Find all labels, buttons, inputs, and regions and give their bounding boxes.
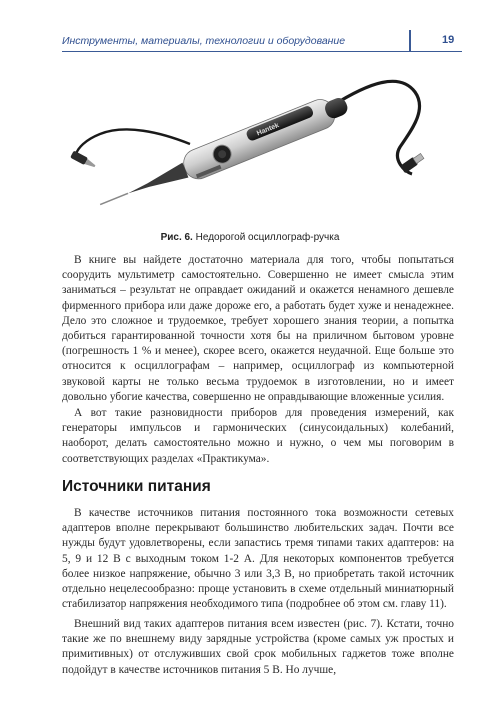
paragraph-2	[62, 406, 454, 467]
paragraph-text: В книге вы найдете достаточно материала для того, чтобы попытаться соорудить мультиметр самостоятельно. Совершенно не имеет смысла этим заниматься – результат не оправдает ожиданий и окажется ненамного дешевле фирменного прибора или даже дороже его, а работать будет хуже и ненадежнее. Дело это сложное и трудоемкое, требует хорошего знания теории, а попытка добиться гарантированной точности хотя бы на приличном бытовом уровне (погрешность 1 % и менее), скорее всего, окажется неудачной. Еще больше это относится к осциллографам – например, осциллограф из компьютерной звуковой карты не только весьма трудоемок в изготовлении, но и имеет довольно убогие качества, совершенно не оправдывающие вложенные усилия.	[62, 254, 454, 403]
paragraph-3	[62, 506, 454, 612]
figure-caption	[0, 232, 500, 243]
paragraph-4	[62, 617, 454, 678]
paragraph-text: А вот такие разновидности приборов для проведения измерений, как генераторы импульсов и гармонических (синусоидальных) колебаний, наоборот, делать самостоятельно можно и нужно, о чем мы поговорим в соответствующих разделах «Практикума».	[62, 407, 454, 465]
oscilloscope-pen-image	[70, 62, 450, 222]
device-brand-label: Hantek	[255, 122, 281, 138]
running-header-title: Инструменты, материалы, технологии и оборудование	[62, 35, 346, 47]
figure-caption-text: Недорогой осциллограф-ручка	[195, 232, 340, 243]
figure-oscilloscope-pen	[70, 62, 450, 222]
paragraph-1	[62, 253, 454, 405]
paragraph-text: В качестве источников питания постоянного тока возможности сетевых адаптеров вполне перекрывают большинство любительских задач. Почти все нужды будут удовлетворены, если запастись тремя типами таких адаптеров: на 5, 9 и 12 В с выходным током 1-2 А. Для некоторых компонентов требуется более низкое напряжение, обычно 3 или 3,3 В, но приобретать такой источник отдельно нецелесообразно: проще установить в схеме отдельный миниатюрный стабилизатор напряжения необходимого типа (подробнее об этом см. главу 11).	[62, 507, 454, 611]
header-rule	[62, 51, 462, 52]
running-header	[62, 30, 462, 52]
header-divider	[409, 30, 411, 52]
figure-caption-label: Рис. 6.	[160, 232, 193, 243]
page-number: 19	[442, 34, 455, 46]
section-heading: Источники питания	[62, 478, 211, 495]
paragraph-text: Внешний вид таких адаптеров питания всем известен (рис. 7). Кстати, точно такие же по внешнему виду зарядные устройства (кроме самых уж простых и примитивных) от отслуживших свой срок мобильных гаджетов тоже вполне подойдут в качестве источников питания 5 В. Но лучше,	[62, 618, 454, 676]
